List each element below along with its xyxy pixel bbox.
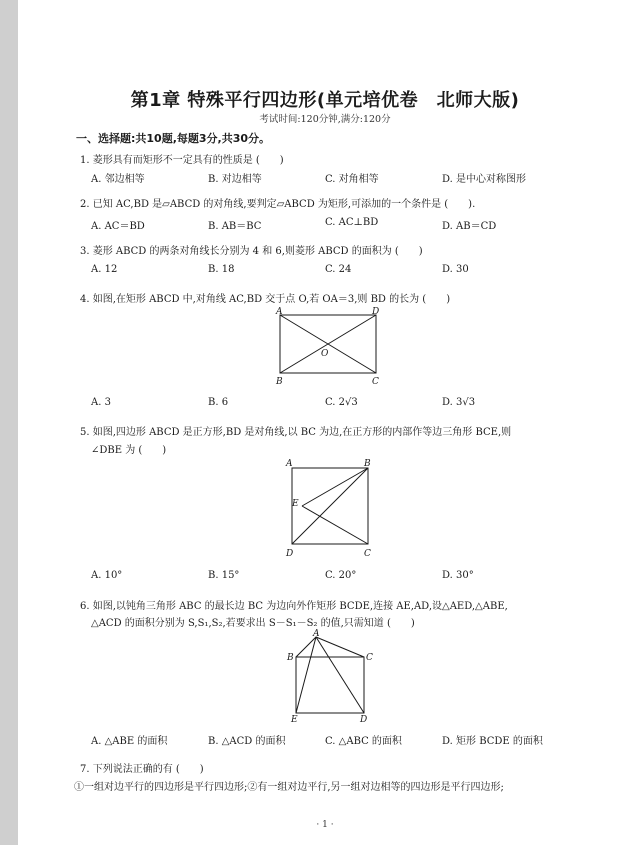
- segment-ae: [296, 637, 316, 713]
- q5-square-figure: [280, 456, 380, 560]
- question-2-stem: 2. 已知 AC,BD 是▱ABCD 的对角线,要判定▱ABCD 为矩形,可添加的一个条件是 ( ).: [80, 199, 476, 210]
- q6-option-a: A. △ABE 的面积: [91, 736, 168, 747]
- label-c: C: [372, 377, 379, 387]
- q1-option-a: A. 邻边相等: [91, 174, 145, 185]
- q3-option-b: B. 18: [208, 264, 235, 275]
- question-4-stem: 4. 如图,在矩形 ABCD 中,对角线 AC,BD 交于点 O,若 OA＝3,则 BD 的长为 ( ): [80, 294, 451, 305]
- q4-option-b: B. 6: [208, 397, 229, 408]
- q5-option-d: D. 30°: [442, 570, 474, 581]
- q2-option-c: C. AC⊥BD: [325, 217, 379, 228]
- label-b: B: [364, 459, 371, 469]
- question-5-stem-line-2: ∠DBE 为 ( ): [91, 445, 167, 456]
- q5-option-c: C. 20°: [325, 570, 357, 581]
- left-gutter: [0, 0, 18, 845]
- question-1-stem: 1. 菱形具有而矩形不一定具有的性质是 ( ): [80, 155, 284, 166]
- q2-option-b: B. AB＝BC: [208, 221, 262, 232]
- segment-ce: [302, 506, 368, 544]
- question-3-stem: 3. 菱形 ABCD 的两条对角线长分别为 4 和 6,则菱形 ABCD 的面积为 ( ): [80, 246, 423, 257]
- diagonal-bd: [292, 468, 368, 544]
- label-d: D: [286, 549, 294, 559]
- q2-option-a: A. AC＝BD: [91, 221, 145, 232]
- question-7-statements: ①一组对边平行的四边形是平行四边形;②有一组对边平行,另一组对边相等的四边形是平行四边形;: [74, 782, 504, 793]
- rectangle-bcde: [296, 657, 364, 713]
- label-c: C: [364, 549, 371, 559]
- q1-option-c: C. 对角相等: [325, 174, 379, 185]
- question-5-stem-line-1: 5. 如图,四边形 ABCD 是正方形,BD 是对角线,以 BC 为边,在正方形的内部作等边三角形 BCE,则: [80, 427, 512, 438]
- label-c: C: [366, 653, 373, 663]
- label-e: E: [292, 499, 299, 509]
- q3-option-c: C. 24: [325, 264, 352, 275]
- q3-option-a: A. 12: [91, 264, 118, 275]
- q5-option-b: B. 15°: [208, 570, 240, 581]
- q2-option-d: D. AB＝CD: [442, 221, 497, 232]
- label-b: B: [276, 377, 283, 387]
- question-6-stem-line-1: 6. 如图,以钝角三角形 ABC 的最长边 BC 为边向外作矩形 BCDE,连接 AE,AD,设△AED,△ABE,: [80, 601, 508, 612]
- label-a: A: [313, 629, 320, 639]
- q4-option-c: C. 2√3: [325, 397, 358, 408]
- q4-option-a: A. 3: [91, 397, 111, 408]
- page-number: · 1 ·: [316, 820, 334, 830]
- exam-info: 考试时间:120分钟,满分:120分: [259, 114, 391, 125]
- exam-page: [18, 0, 632, 845]
- q3-option-d: D. 30: [442, 264, 469, 275]
- q1-option-b: B. 对边相等: [208, 174, 262, 185]
- q1-option-d: D. 是中心对称图形: [442, 174, 527, 185]
- label-a: A: [286, 459, 293, 469]
- q6-option-b: B. △ACD 的面积: [208, 736, 286, 747]
- q5-option-a: A. 10°: [91, 570, 123, 581]
- label-e: E: [291, 715, 298, 724]
- q4-rectangle-figure: [268, 306, 388, 388]
- label-o: O: [321, 349, 329, 359]
- q4-option-d: D. 3√3: [442, 397, 476, 408]
- question-7-stem: 7. 下列说法正确的有 ( ): [80, 764, 204, 775]
- segment-ad: [316, 637, 364, 713]
- section-heading: 一、选择题:共10题,每题3分,共30分。: [76, 132, 271, 145]
- q6-rectangle-triangle-figure: [286, 628, 376, 724]
- label-d: D: [360, 715, 368, 724]
- label-d: D: [372, 307, 380, 317]
- label-a: A: [276, 307, 283, 317]
- triangle-abc: [296, 637, 364, 657]
- q6-option-d: D. 矩形 BCDE 的面积: [442, 736, 543, 747]
- question-6-stem-line-2: △ACD 的面积分别为 S,S₁,S₂,若要求出 S－S₁－S₂ 的值,只需知道 ( ): [91, 618, 415, 629]
- label-b: B: [287, 653, 294, 663]
- q6-option-c: C. △ABC 的面积: [325, 736, 402, 747]
- page-title: 第1章 特殊平行四边形(单元培优卷 北师大版): [130, 90, 520, 111]
